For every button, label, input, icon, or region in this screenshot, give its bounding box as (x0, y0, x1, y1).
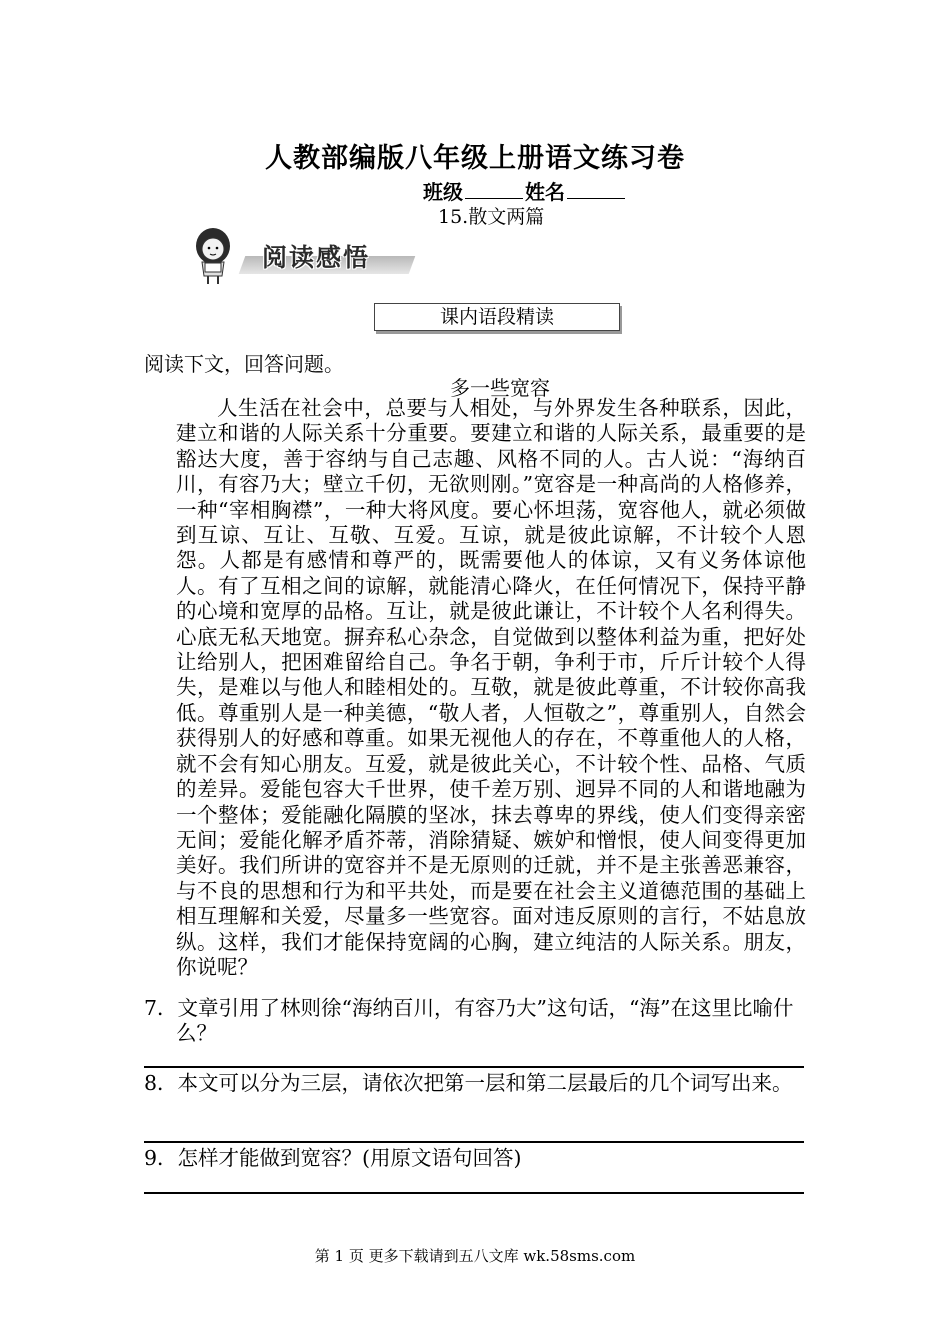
answer-line-8 (144, 1141, 804, 1143)
instruction: 阅读下文，回答问题。 (144, 352, 344, 376)
section-banner (186, 222, 418, 286)
name-blank (567, 180, 625, 199)
class-blank (465, 180, 523, 199)
lesson-title: 15.散文两篇 (438, 206, 545, 228)
essay-body: 人生活在社会中，总要与人相处，与外界发生各种联系，因此，建立和谐的人际关系十分重要。要建立和谐的人际关系，最重要的是豁达大度，善于容纳与自己志趣、风格不同的人。古人说：“海纳百川，有容乃大；壁立千仞，无欲则刚。”宽容是一种高尚的人格修养，一种“宰相胸襟”，一种大将风度。要心怀坦荡，宽容他人，就必须做到互谅、互让、互敬、互爱。互谅，就是彼此谅解，不计较个人恩怨。人都是有感情和尊严的，既需要他人的体谅，又有义务体谅他人。有了互相之间的谅解，就能清心降火，在任何情况下，保持平静的心境和宽厚的品格。互让，就是彼此谦让，不计较个人名利得失。心底无私天地宽。摒弃私心杂念，自觉做到以整体利益为重，把好处让给别人，把困难留给自己。争名于朝，争利于市，斤斤计较个人得失，是难以与他人和睦相处的。互敬，就是彼此尊重，不计较你高我低。尊重别人是一种美德，“敬人者，人恒敬之”，尊重别人，自然会获得别人的好感和尊重。如果无视他人的存在，不尊重他人的人格，就不会有知心朋友。互爱，就是彼此关心，不计较个性、品格、气质的差异。爱能包容大千世界，使千差万别、迥异不同的人和谐地融为一个整体；爱能融化隔膜的坚冰，抹去尊卑的界线，使人们变得亲密无间；爱能化解矛盾芥蒂，消除猜疑、嫉妒和憎恨，使人间变得更加美好。我们所讲的宽容并不是无原则的迁就，并不是主张善恶兼容，与不良的思想和行为和平共处，而是要在社会主义道德范围的基础上相互理解和关爱，尽量多一些宽容。面对违反原则的言行，不姑息放纵。这样，我们才能保持宽阔的心胸，建立纯洁的人际关系。朋友，你说呢？ (176, 396, 806, 979)
answer-line-7 (144, 1066, 804, 1068)
question-9 (144, 1146, 809, 1171)
essay-title: 多一些宽容 (450, 376, 550, 400)
question-text: 8．本文可以分为三层，请依次把第一层和第二层最后的几个词写出来。 (144, 1071, 793, 1095)
question-text: 9．怎样才能做到宽容？(用原文语句回答) (144, 1146, 522, 1170)
sub-section-banner: 课内语段精读 (374, 303, 620, 331)
class-label: 班级 (423, 180, 463, 204)
name-label: 姓名 (525, 180, 565, 204)
question-text: 7．文章引用了林则徐“海纳百川，有容乃大”这句话，“海”在这里比喻什么？ (144, 996, 794, 1045)
page-title: 人教部编版八年级上册语文练习卷 (265, 143, 685, 174)
question-8 (144, 1071, 809, 1096)
question-7 (144, 996, 809, 1046)
class-name-line (423, 176, 627, 205)
page-footer: 第 1 页 更多下载请到五八文库 wk.58sms.com (314, 1247, 636, 1265)
answer-line-9 (144, 1192, 804, 1194)
section-banner-title: 阅读感悟 (262, 243, 371, 272)
reading-girl-icon (186, 222, 248, 286)
